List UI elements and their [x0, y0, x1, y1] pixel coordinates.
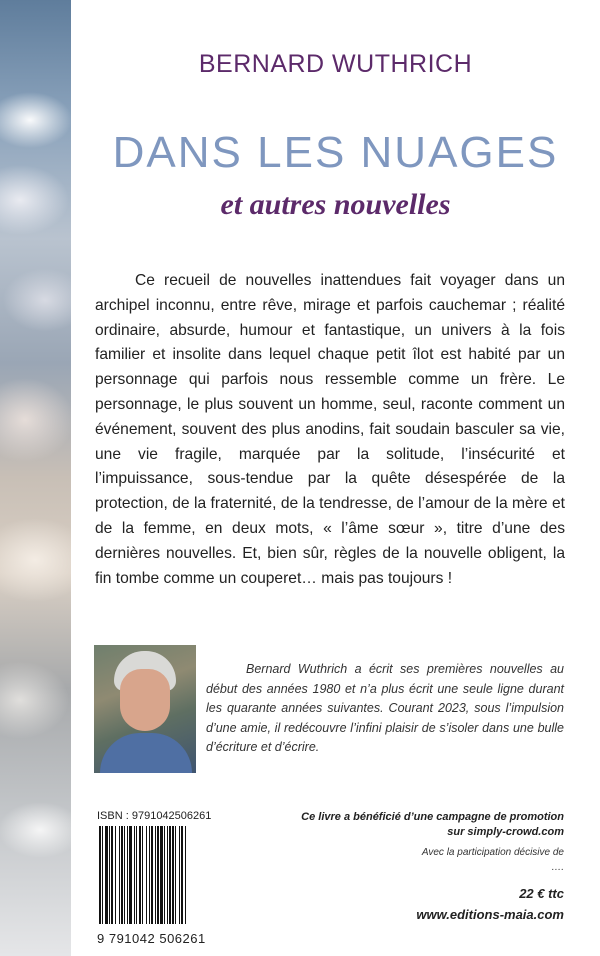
barcode-bar	[124, 826, 125, 924]
barcode-bar	[181, 826, 183, 924]
barcode-bar	[134, 826, 135, 924]
barcode-bar	[127, 826, 128, 924]
participation-line-2: ….	[551, 862, 564, 873]
barcode-bar	[185, 826, 186, 924]
barcode-bar	[179, 826, 180, 924]
barcode-bar	[115, 826, 116, 924]
barcode-bar	[157, 826, 159, 924]
barcode-bar	[167, 826, 168, 924]
isbn-label: ISBN : 9791042506261	[97, 810, 212, 822]
barcode-bar	[129, 826, 132, 924]
barcode-bar	[151, 826, 153, 924]
author-name: BERNARD WUTHRICH	[198, 50, 473, 78]
barcode-bar	[111, 826, 113, 924]
barcode-number: 9 791042 506261	[97, 931, 206, 946]
photo-shirt	[100, 733, 192, 773]
barcode-bar	[169, 826, 171, 924]
barcode-bar	[139, 826, 141, 924]
promo-line-1: Ce livre a bénéficié d’une campagne de promotion	[301, 811, 564, 823]
author-bio: Bernard Wuthrich a écrit ses premières nouvelles au début des années 1980 et n’a plus écrit une seule ligne durant les quarante années suivantes. Courant 2023, sous l’impulsion d’une amie, il redécouvre l’infini plaisir de s’isoler dans une bulle d’écriture et d’écrire.	[206, 662, 564, 754]
barcode-bar	[172, 826, 174, 924]
barcode-bar	[160, 826, 163, 924]
barcode-bar	[146, 826, 147, 924]
book-summary: Ce recueil de nouvelles inattendues fait voyager dans un archipel inconnu, entre rêve, mirage et parfois cauchemar ; réalité ordinaire, absurde, humour et fantastique, un univers à la fois familier et insolite dans lequel chaque petit îlot est habité par un personnage qui parfois nous ressemble comme un frère. Le personnage, le plus souvent un homme, seul, raconte comment un événement, souvent des plus anodins, fait soudain basculer sa vie, une vie fragile, marquée par la solitude, l’insécurité et l’impuissance, sous-tendue par la quête désespérée de la protection, de la fraternité, de la tendresse, de l’amour de la mère et de la femme, en deux mots, « l’âme sœur », titre d’une des dernières nouvelles. Et, bien sûr, règles de la nouvelle obligent, la fin tombe comme un couperet… mais pas toujours !	[95, 272, 565, 587]
photo-face	[120, 669, 170, 731]
barcode-bar	[109, 826, 110, 924]
promo-note	[264, 810, 564, 840]
cloud-sky-strip	[0, 0, 71, 956]
book-subtitle: et autres nouvelles	[220, 188, 451, 221]
participation-note	[264, 845, 564, 875]
participation-line-1: Avec la participation décisive de	[421, 847, 564, 858]
barcode-bar	[136, 826, 137, 924]
publisher-website: www.editions-maia.com	[416, 907, 564, 922]
barcode-bar	[142, 826, 143, 924]
barcode-bar	[105, 826, 108, 924]
barcode-bar	[121, 826, 123, 924]
price: 22 € ttc	[519, 886, 564, 901]
barcode-icon	[97, 826, 219, 926]
barcode-bar	[149, 826, 150, 924]
barcode-bar	[119, 826, 120, 924]
author-photo	[94, 645, 196, 773]
barcode-bar	[102, 826, 103, 924]
barcode-bar	[175, 826, 176, 924]
barcode-bar	[99, 826, 101, 924]
barcode-bar	[155, 826, 156, 924]
barcode	[97, 826, 219, 946]
book-title: DANS LES NUAGES	[112, 128, 559, 177]
promo-line-2: sur simply-crowd.com	[447, 826, 564, 838]
barcode-bar	[164, 826, 165, 924]
